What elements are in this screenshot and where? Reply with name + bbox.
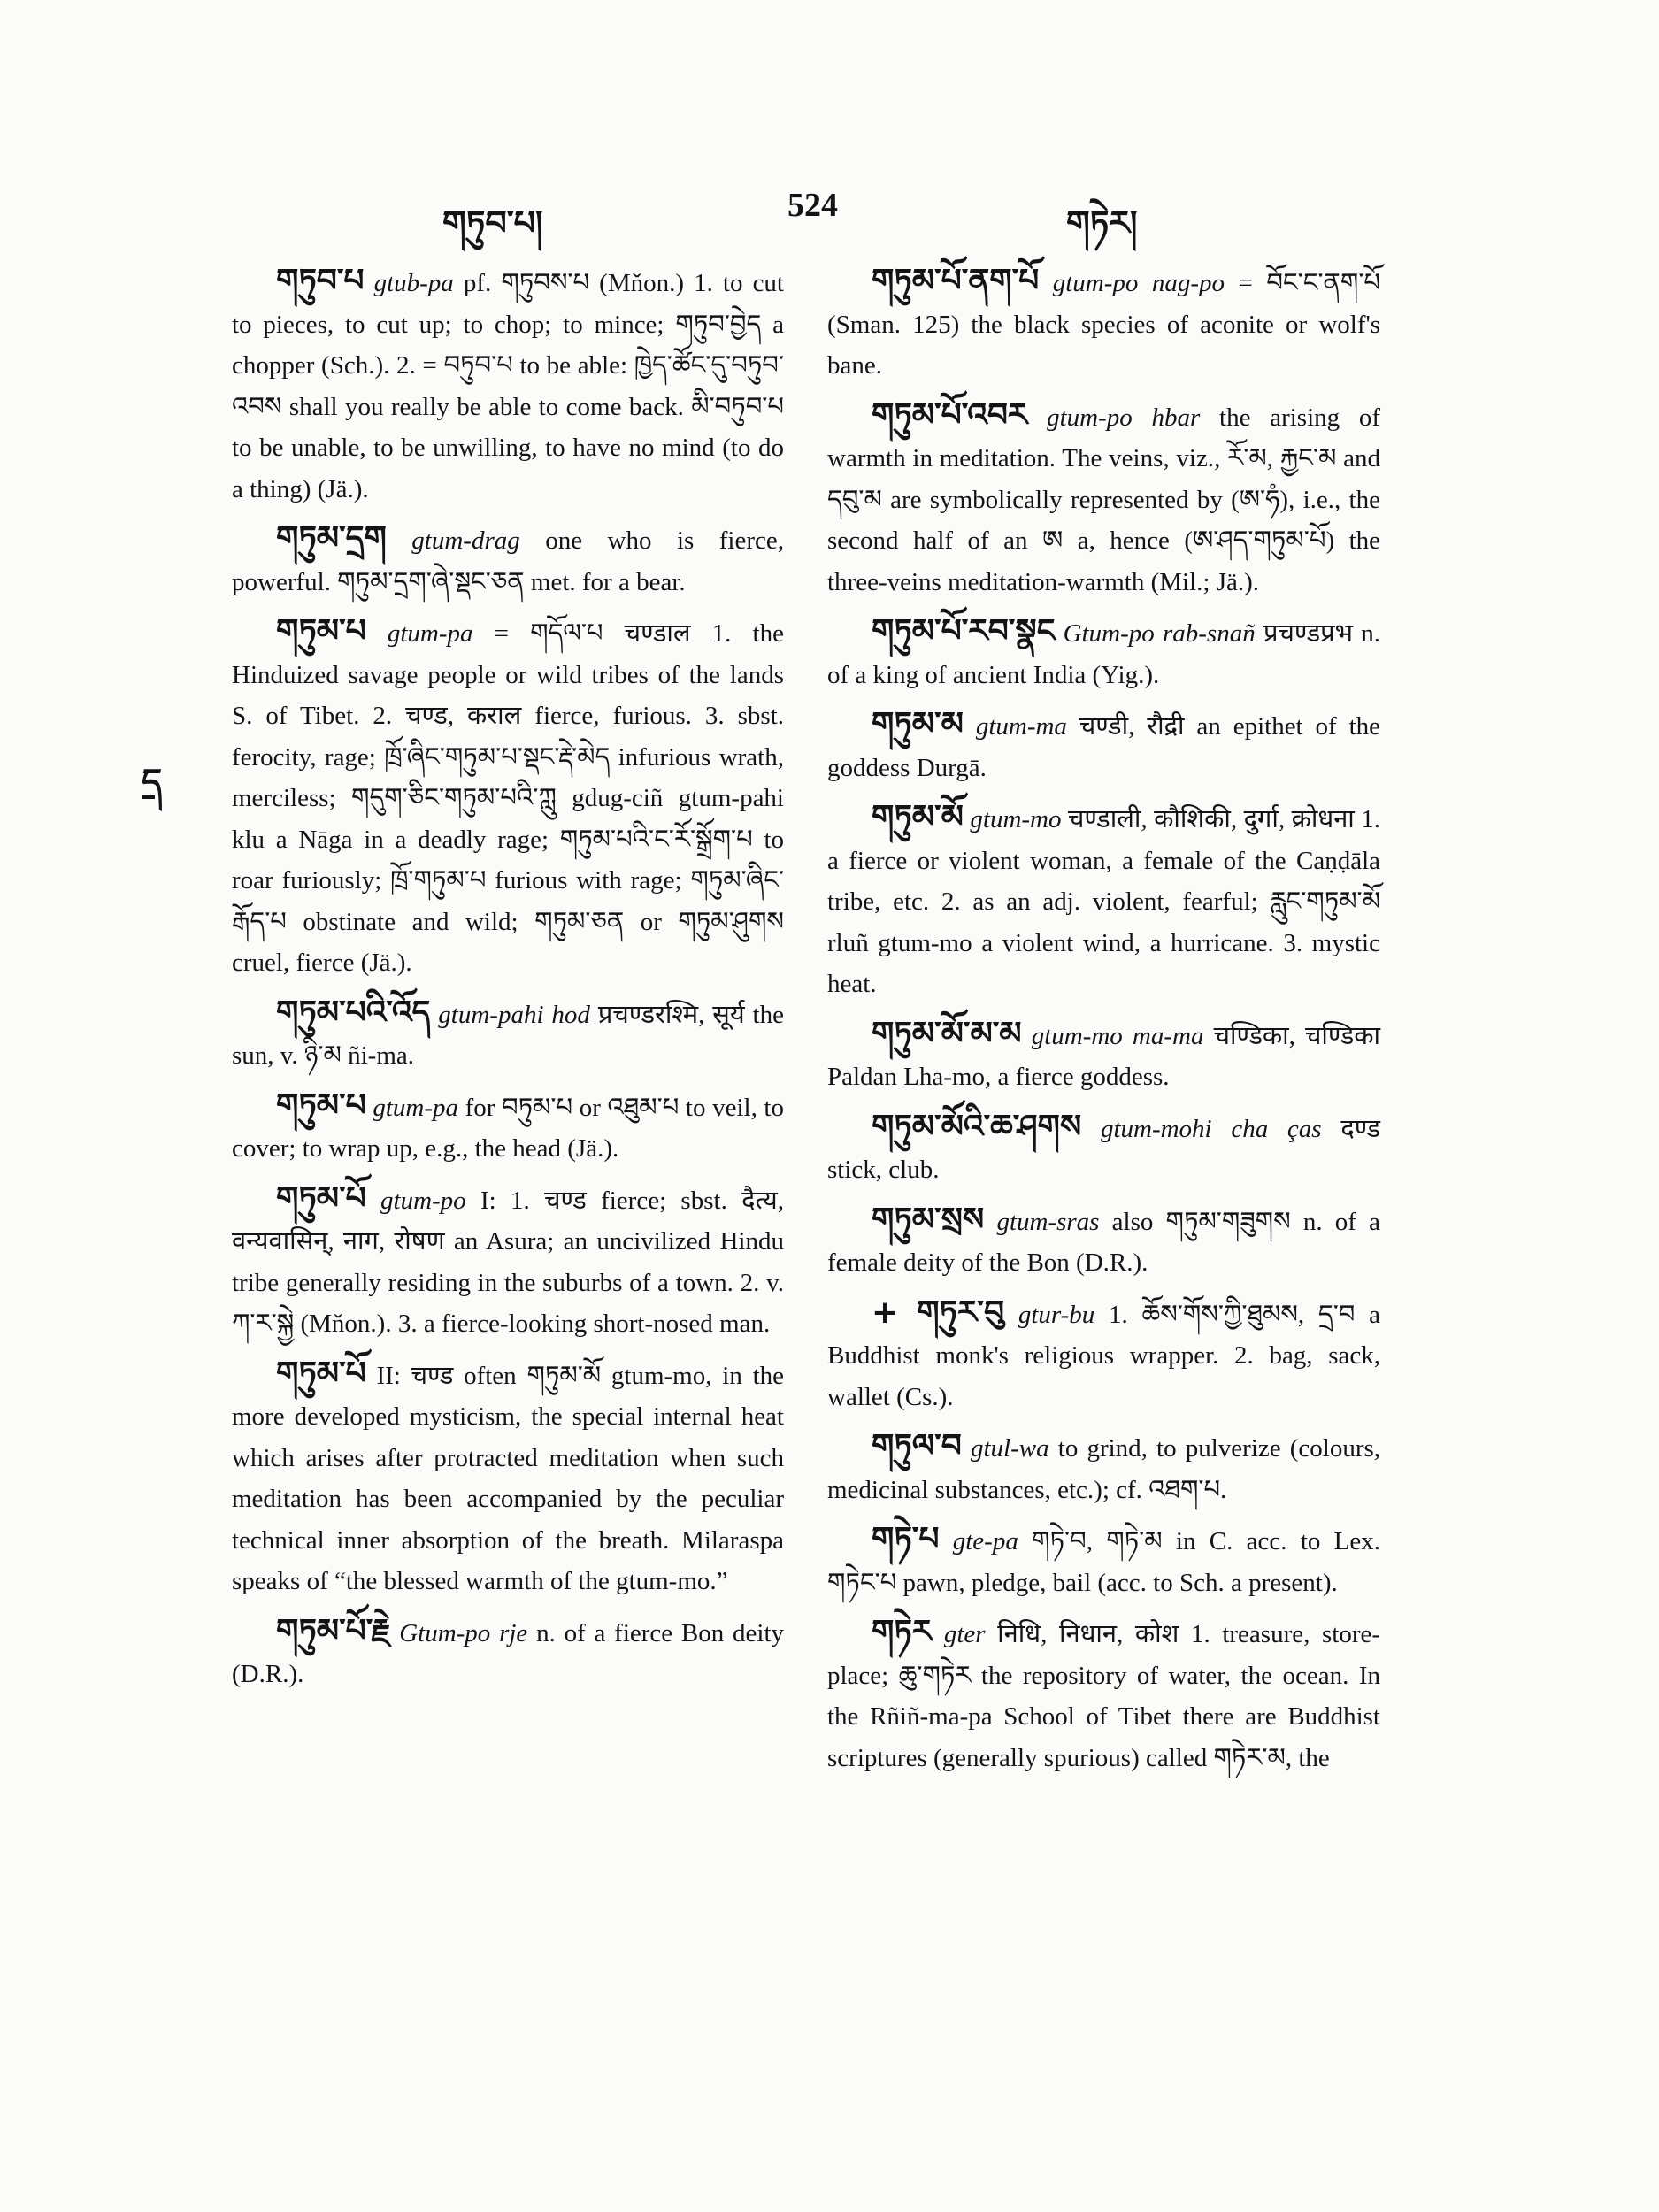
entry-headword: གཏུམ་པོ་ནག་པོ — [872, 263, 1040, 299]
page-header — [0, 186, 1659, 242]
dictionary-entry — [232, 1611, 784, 1695]
dictionary-entry — [827, 1200, 1380, 1284]
dictionary-entry — [232, 1086, 784, 1170]
entry-headword: གཏུམ་པོ་འབར — [872, 396, 1028, 434]
entry-definition: the arising of warmth in meditation. The veins, viz., རོ་མ, རྐྱང་མ and དབུ་མ are symbolically represented by (ཨ་ཧཾ), i.e., the second half of an ཨ a, hence (ཨ་ཤད་གཏུམ་པོ) the three-veins meditation-warmth (Mil.; Jä.). — [827, 403, 1381, 596]
dictionary-entry — [827, 1426, 1380, 1510]
entry-definition: प्रचण्डरश्मि, सूर्य the sun, v. ཉི་མ ñi-ma. — [232, 1000, 784, 1070]
entry-headword: གཏུམ་པོ — [276, 1179, 366, 1217]
entry-headword: གཏུམ་པ — [276, 613, 366, 649]
dictionary-entry — [827, 611, 1380, 695]
entry-headword: གཏུམ་མ — [872, 706, 964, 742]
entry-transliteration: gte-pa — [952, 1527, 1018, 1555]
entry-headword: གཏུམ་མོ — [872, 799, 964, 835]
entry-definition: प्रचण्डप्रभ n. of a king of ancient India (Yig.). — [827, 619, 1381, 689]
entry-definition: for བཏུམ་པ or འཐུམ་པ to veil, to cover; to wrap up, e.g., the head (Jä.). — [232, 1093, 784, 1163]
entry-transliteration: gtum-pa — [387, 619, 473, 648]
entry-headword: གཏུམ་པའི་འོད — [276, 994, 431, 1031]
entry-headword: གཏུམ་སྲས — [872, 1201, 985, 1238]
dictionary-entry — [232, 1179, 784, 1345]
entry-definition: = གདོལ་པ चण्डाल 1. the Hinduized savage people or wild tribes of the lands S. of Tibet. 2. चण्ड, कराल fierce, furious. 3. sbst. ferocity, rage; ཁྲོ་ཞིང་གཏུམ་པ་སྡང་རྡེ་མེད infurious wrath, merciless; གདུག་ཅིང་གཏུམ་པའི་ཀླུ gdug-ciñ gtum-pahi klu a Nāga in a deadly rage; གཏུམ་པའི་ང་རོ་སྒྲོག་པ to roar furiously; ཁྲོ་གཏུམ་པ furious with rage; གཏུམ་ཞིང་རྒོད་པ obstinate and wild; གཏུམ་ཅན or གཏུམ་ཤུགས cruel, fierce (Jä.). — [232, 619, 784, 977]
entry-headword: + གཏུར་བུ — [872, 1294, 1005, 1331]
right-running-headword: གཏེར། — [1066, 205, 1138, 242]
entry-transliteration: gtul-wa — [971, 1434, 1049, 1463]
entry-transliteration: gtum-pahi hod — [438, 1000, 590, 1029]
entry-transliteration: Gtum-po rje — [399, 1618, 528, 1647]
entry-headword: གཏུམ་པོ་རྗེ — [276, 1612, 391, 1649]
entry-transliteration: gtur-bu — [1018, 1300, 1095, 1329]
entry-definition: also གཏུམ་གཟུགས n. of a female deity of the Bon (D.R.). — [827, 1207, 1381, 1277]
left-column — [232, 261, 784, 1704]
dictionary-entry — [827, 704, 1380, 788]
entry-headword: གཏུབ་པ — [276, 263, 365, 299]
entry-headword: གཏེ་པ — [872, 1521, 940, 1557]
dictionary-entry — [827, 261, 1380, 387]
entry-headword: གཏུམ་མོ་མ་མ — [872, 1015, 1022, 1052]
entry-headword: གཏེར — [872, 1614, 933, 1650]
dictionary-entry — [827, 1519, 1380, 1603]
dictionary-entry — [827, 396, 1380, 603]
entry-headword: གཏུམ་མོའི་ཆ་ཤགས — [872, 1108, 1082, 1145]
entry-definition: to grind, to pulverize (colours, medicinal substances, etc.); cf. འཐག་པ. — [827, 1434, 1381, 1504]
entry-definition: दण्ड stick, club. — [827, 1114, 1381, 1184]
entry-headword: གཏུམ་པོ — [276, 1355, 366, 1392]
entry-transliteration: gtub-pa — [373, 269, 454, 297]
dictionary-entry — [827, 797, 1380, 1005]
margin-letter-mark: ད — [142, 762, 163, 802]
dictionary-entry — [232, 518, 784, 603]
entry-headword: གཏུམ་དྲག — [276, 520, 387, 557]
entry-transliteration: Gtum-po rab-snañ — [1063, 619, 1256, 648]
entry-transliteration: gtum-pa — [373, 1093, 458, 1122]
entry-transliteration: gtum-po hbar — [1047, 403, 1201, 432]
dictionary-entry — [827, 1107, 1380, 1191]
dictionary-entry — [827, 1014, 1380, 1098]
entry-definition: = བོང་ང་ནག་པོ (Sman. 125) the black species of aconite or wolf's bane. — [827, 269, 1380, 380]
left-running-headword: གཏུབ་པ། — [442, 205, 543, 242]
entry-definition: I: 1. चण्ड fierce; sbst. दैत्य, वन्यवासिन्, नाग, रोषण an Asura; an uncivilized Hindu tribe generally residing in the suburbs of a town. 2. v. ཀ་ར་སྐྱེ (Mňon.). 3. a fierce-looking short-nosed man. — [232, 1186, 784, 1338]
dictionary-entry — [827, 1293, 1380, 1418]
entry-transliteration: gtum-po nag-po — [1052, 269, 1225, 297]
entry-definition: one who is fierce, powerful. གཏུམ་དྲག་ཞེ་སྡང་ཅན met. for a bear. — [232, 526, 784, 596]
entry-transliteration: gtum-mo ma-ma — [1031, 1021, 1204, 1050]
entry-headword: གཏུམ་པོ་རབ་སྣང — [872, 613, 1056, 649]
entry-transliteration: gtum-mohi cha ças — [1100, 1114, 1322, 1143]
dictionary-entry — [232, 611, 784, 984]
entry-transliteration: gtum-sras — [996, 1207, 1100, 1236]
right-column — [827, 261, 1380, 1787]
entry-definition: pf. གཏུབས་པ (Mňon.) 1. to cut to pieces, to cut up; to chop; to mince; གཏུབ་བྱེད a chopper (Sch.). 2. = བཏུབ་པ to be able: ཁྱེད་ཚོང་དུ་བཏུབ་འབས shall you really be able to come back. མི་བཏུབ་པ to be unable, to be unwilling, to have no mind (to do a thing) (Jä.). — [232, 269, 784, 503]
entry-definition: n. of a fierce Bon deity (D.R.). — [232, 1618, 785, 1688]
entry-definition: निधि, निधान, कोश 1. treasure, store-place; ཆུ་གཏེར the repository of water, the ocean. In the Rñiñ-ma-pa School of Tibet there are Buddhist scriptures (generally spurious) called གཏེར་མ, the — [827, 1620, 1380, 1772]
entry-transliteration: gtum-po — [380, 1186, 466, 1215]
entry-definition: 1. ཆོས་གོས་ཀྱི་ཐུམས, དྲ་བ a Buddhist monk's religious wrapper. 2. bag, sack, wallet (Cs.). — [827, 1300, 1381, 1411]
dictionary-entry — [232, 993, 784, 1077]
entry-headword: གཏུལ་བ — [872, 1428, 962, 1464]
entry-transliteration: gter — [943, 1620, 986, 1648]
entry-definition: चण्डी, रौद्री an epithet of the goddess Durgā. — [827, 712, 1381, 782]
entry-transliteration: gtum-mo — [970, 805, 1062, 833]
dictionary-entry — [232, 1354, 784, 1602]
page-number: 524 — [787, 187, 838, 224]
entry-definition: चण्डाली, कौशिकी, दुर्गा, क्रोधना 1. a fierce or violent woman, a female of the Caṇḍāla tribe, etc. 2. as an adj. violent, fearful; རླུང་གཏུམ་མོ rluñ gtum-mo a violent wind, a hurricane. 3. mystic heat. — [827, 805, 1381, 998]
entry-definition: II: चण्ड often གཏུམ་མོ gtum-mo, in the more developed mysticism, the special internal heat which arises after protracted meditation when such meditation has been accompanied by the peculiar technical inner absorption of the breath. Milaraspa speaks of “the blessed warmth of the gtum-mo.” — [232, 1361, 785, 1595]
entry-transliteration: gtum-ma — [975, 712, 1067, 741]
dictionary-entry — [232, 261, 784, 510]
dictionary-entry — [827, 1612, 1380, 1778]
entry-headword: གཏུམ་པ — [276, 1087, 366, 1124]
entry-transliteration: gtum-drag — [411, 526, 520, 555]
entry-definition: चण्डिका, चण्डिका Paldan Lha-mo, a fierce goddess. — [827, 1021, 1381, 1091]
entry-definition: གཏེ་བ, གཏེ་མ in C. acc. to Lex. གཏེང་པ pawn, pledge, bail (acc. to Sch. a present). — [827, 1527, 1381, 1597]
